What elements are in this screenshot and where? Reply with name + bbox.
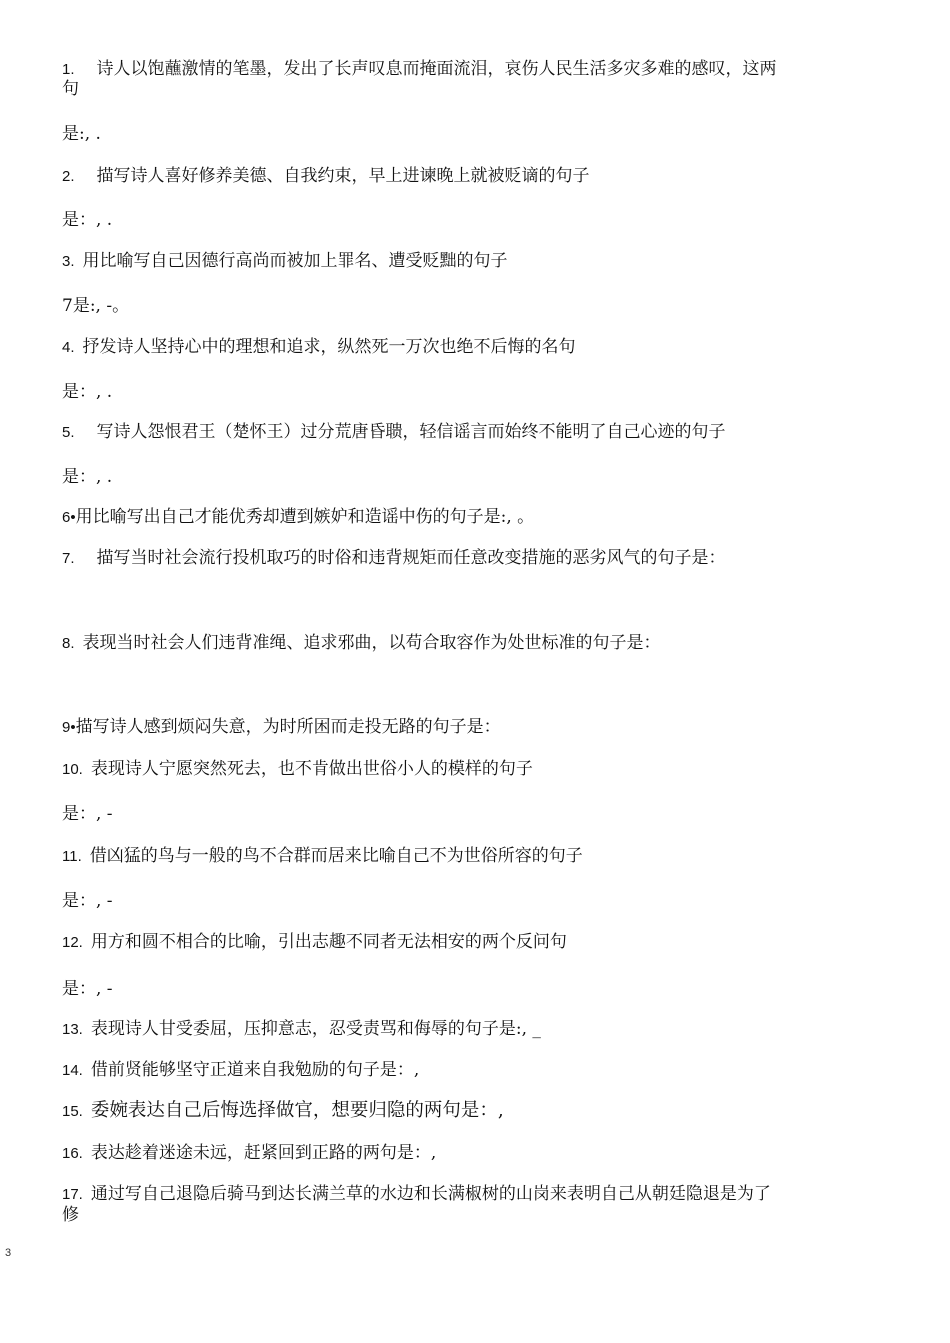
- question-5: [62, 422, 726, 443]
- question-number: 11.: [62, 848, 82, 865]
- question-text: 借凶猛的鸟与一般的鸟不合群而居来比喻自己不为世俗所容的句子: [89, 846, 583, 866]
- question-8: [62, 633, 661, 654]
- question-number: 13.: [62, 1021, 83, 1038]
- question-1: [62, 59, 777, 80]
- question-12: [62, 932, 567, 953]
- question-text: 借前贤能够坚守正道来自我勉励的句子是：,: [90, 1060, 420, 1080]
- answer-line-12: 是：, -: [62, 979, 113, 999]
- question-text: 表现诗人宁愿突然死去，也不肯做出世俗小人的模样的句子: [90, 759, 533, 779]
- question-number: 6•: [62, 509, 76, 526]
- question-number: 4.: [62, 339, 75, 356]
- page-number: 3: [5, 1247, 12, 1259]
- question-9: [62, 717, 501, 738]
- answer-line-5: 是：, .: [62, 467, 113, 487]
- question-number: 17.: [62, 1186, 83, 1203]
- question-number: 16.: [62, 1145, 83, 1162]
- question-number: 8.: [62, 635, 75, 652]
- answer-line-11: 是：, -: [62, 891, 113, 911]
- answer-line-2: 是：, .: [62, 210, 113, 230]
- question-14: [62, 1060, 419, 1081]
- question-text: 用比喻写自己因德行高尚而被加上罪名、遭受贬黜的句子: [82, 251, 508, 271]
- question-number: 3.: [62, 253, 75, 270]
- question-17: [62, 1184, 771, 1205]
- question-number: 14.: [62, 1062, 83, 1079]
- question-number: 15.: [62, 1103, 83, 1120]
- question-17-continuation: 修: [62, 1205, 79, 1225]
- question-7: [62, 548, 726, 569]
- answer-line-10: 是：, -: [62, 804, 113, 824]
- question-3: [62, 251, 508, 272]
- question-11: [62, 846, 583, 867]
- question-number: 7.: [62, 550, 75, 567]
- question-15: [62, 1101, 504, 1122]
- question-text: 表现诗人甘受委屈，压抑意志，忍受责骂和侮辱的句子是:, _: [90, 1019, 541, 1039]
- question-number: 10.: [62, 761, 83, 778]
- question-4: [62, 337, 576, 358]
- question-number: 9•: [62, 719, 76, 736]
- answer-line-3: 7是:, -。: [62, 296, 130, 316]
- question-number: 2.: [62, 168, 75, 185]
- question-13: [62, 1019, 541, 1040]
- question-text: 表达趁着迷途未远，赶紧回到正路的两句是：,: [90, 1143, 437, 1163]
- question-text: 写诗人怨恨君王（楚怀王）过分荒唐昏聩，轻信谣言而始终不能明了自己心迹的句子: [96, 422, 726, 442]
- answer-line-1: 是:, .: [62, 124, 101, 144]
- question-number: 12.: [62, 934, 83, 951]
- question-text: 描写诗人喜好修养美德、自我约束，早上进谏晚上就被贬谪的句子: [96, 166, 590, 186]
- answer-line-4: 是：, .: [62, 382, 113, 402]
- question-2: [62, 166, 590, 187]
- question-text: 诗人以饱蘸激情的笔墨，发出了长声叹息而掩面流泪，哀伤人民生活多灾多难的感叹，这两: [96, 59, 777, 79]
- question-text: 通过写自己退隐后骑马到达长满兰草的水边和长满椒树的山岗来表明自己从朝廷隐退是为了: [90, 1184, 771, 1204]
- question-text: 描写当时社会流行投机取巧的时俗和违背规矩而任意改变措施的恶劣风气的句子是：: [96, 548, 726, 568]
- question-6: [62, 507, 534, 528]
- question-1-continuation: 句: [62, 79, 79, 99]
- question-number: 1.: [62, 61, 75, 78]
- question-number: 5.: [62, 424, 75, 441]
- question-text: 表现当时社会人们违背准绳、追求邪曲，以苟合取容作为处世标准的句子是：: [82, 633, 661, 653]
- question-text: 用比喻写出自己才能优秀却遭到嫉妒和造谣中伤的句子是:, 。: [75, 507, 535, 527]
- question-text: 抒发诗人坚持心中的理想和追求，纵然死一万次也绝不后悔的名句: [82, 337, 576, 357]
- question-text: 描写诗人感到烦闷失意，为时所困而走投无路的句子是：: [75, 717, 501, 737]
- question-10: [62, 759, 533, 780]
- question-text: 委婉表达自己后悔选择做官，想要归隐的两句是：,: [90, 1100, 504, 1121]
- question-16: [62, 1143, 436, 1164]
- question-text: 用方和圆不相合的比喻，引出志趣不同者无法相安的两个反问句: [90, 932, 567, 952]
